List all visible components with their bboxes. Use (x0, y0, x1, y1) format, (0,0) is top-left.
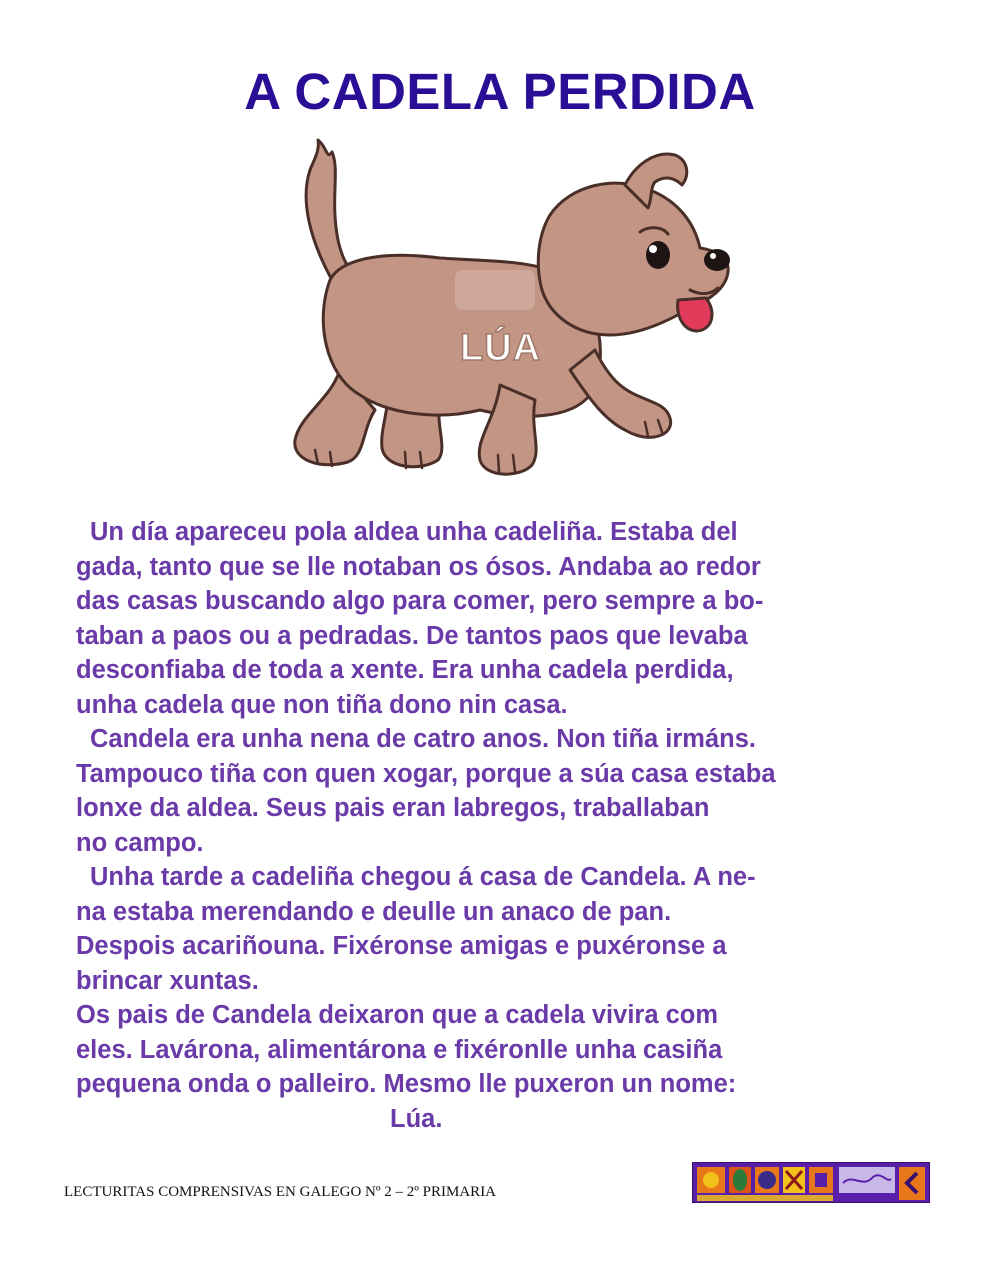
story-line: Tampouco tiña con quen xogar, porque a súa casa estaba (76, 759, 776, 788)
puppy-icon (270, 130, 740, 490)
story-line: taban a paos ou a pedradas. De tantos paos que levaba (76, 621, 748, 650)
story-line: brincar xuntas. (76, 966, 259, 995)
story-line: Unha tarde a cadeliña chegou á casa de Candela. A ne- (90, 863, 756, 891)
footer-series-label: LECTURITAS COMPRENSIVAS EN GALEGO Nº 2 – 2º PRIMARIA (64, 1184, 497, 1200)
story-line: Candela era unha nena de catro anos. Non tiña irmáns. (90, 725, 757, 753)
story-line: Lúa. (390, 1104, 443, 1133)
story-line: Un día apareceu pola aldea unha cadeliña. Estaba del (90, 518, 738, 546)
story-line: Despois acariñouna. Fixéronse amigas e puxéronse a (76, 932, 727, 960)
story-line: na estaba merendando e deulle un anaco de pan. (76, 897, 672, 926)
story-line: lonxe da aldea. Seus pais eran labregos, traballaban (76, 794, 710, 822)
story-line: pequena onda o palleiro. Mesmo lle puxeron un nome: (76, 1070, 737, 1098)
puppy-name-label: LÚA (460, 327, 542, 369)
story-line: no campo. (76, 828, 204, 857)
publisher-banner-logo (692, 1162, 930, 1203)
story-line: gada, tanto que se lle notaban os ósos. Andaba ao redor (76, 552, 761, 581)
story-line: eles. Lavárona, alimentárona e fixéronlle unha casiña (76, 1035, 723, 1064)
story-line: desconfiaba de toda a xente. Era unha cadela perdida, (76, 656, 734, 684)
story-line: das casas buscando algo para comer, pero sempre a bo- (76, 587, 764, 615)
story-line: unha cadela que non tiña dono nin casa. (76, 690, 568, 719)
story-text (76, 515, 936, 1136)
page-title: A CADELA PERDIDA (244, 63, 756, 120)
story-line: Os pais de Candela deixaron que a cadela vivira com (76, 1001, 719, 1029)
